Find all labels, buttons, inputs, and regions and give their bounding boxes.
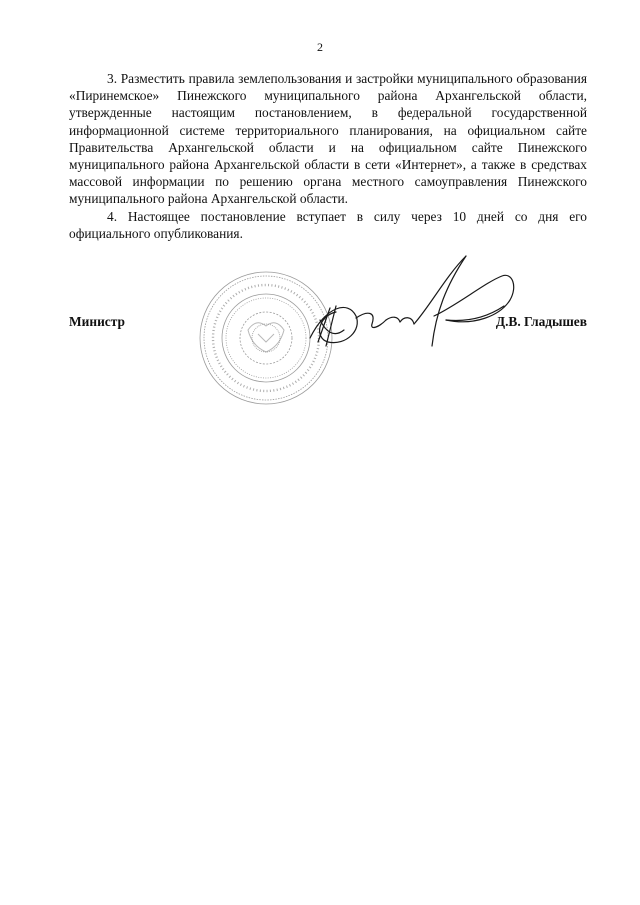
paragraph-4: 4. Настоящее постановление вступает в силу через 10 дней со дня его официального опубликования. — [69, 208, 587, 241]
paragraph-3: 3. Разместить правила землепользования и застройки муниципального образования «Пиринемское» Пинежского муниципального района Архангельской области, утвержденные настоящим постановлением, в федеральной государственной информационной системе территориального планирования, на официальном сайте Правительства Архангельской области и на официальном сайте Пинежского муниципального района Архангельской области в сети «Интернет», а также в средствах массовой информации по решению органа местного самоуправления Пинежского муниципального района Архангельской области. — [69, 71, 587, 207]
page-number: 2 — [317, 40, 323, 54]
signer-name: Д.В. Гладышев — [495, 314, 587, 329]
signature-block — [69, 314, 587, 334]
signer-title: Министр — [69, 314, 125, 329]
document-body — [69, 70, 587, 242]
signature-icon — [296, 246, 526, 366]
